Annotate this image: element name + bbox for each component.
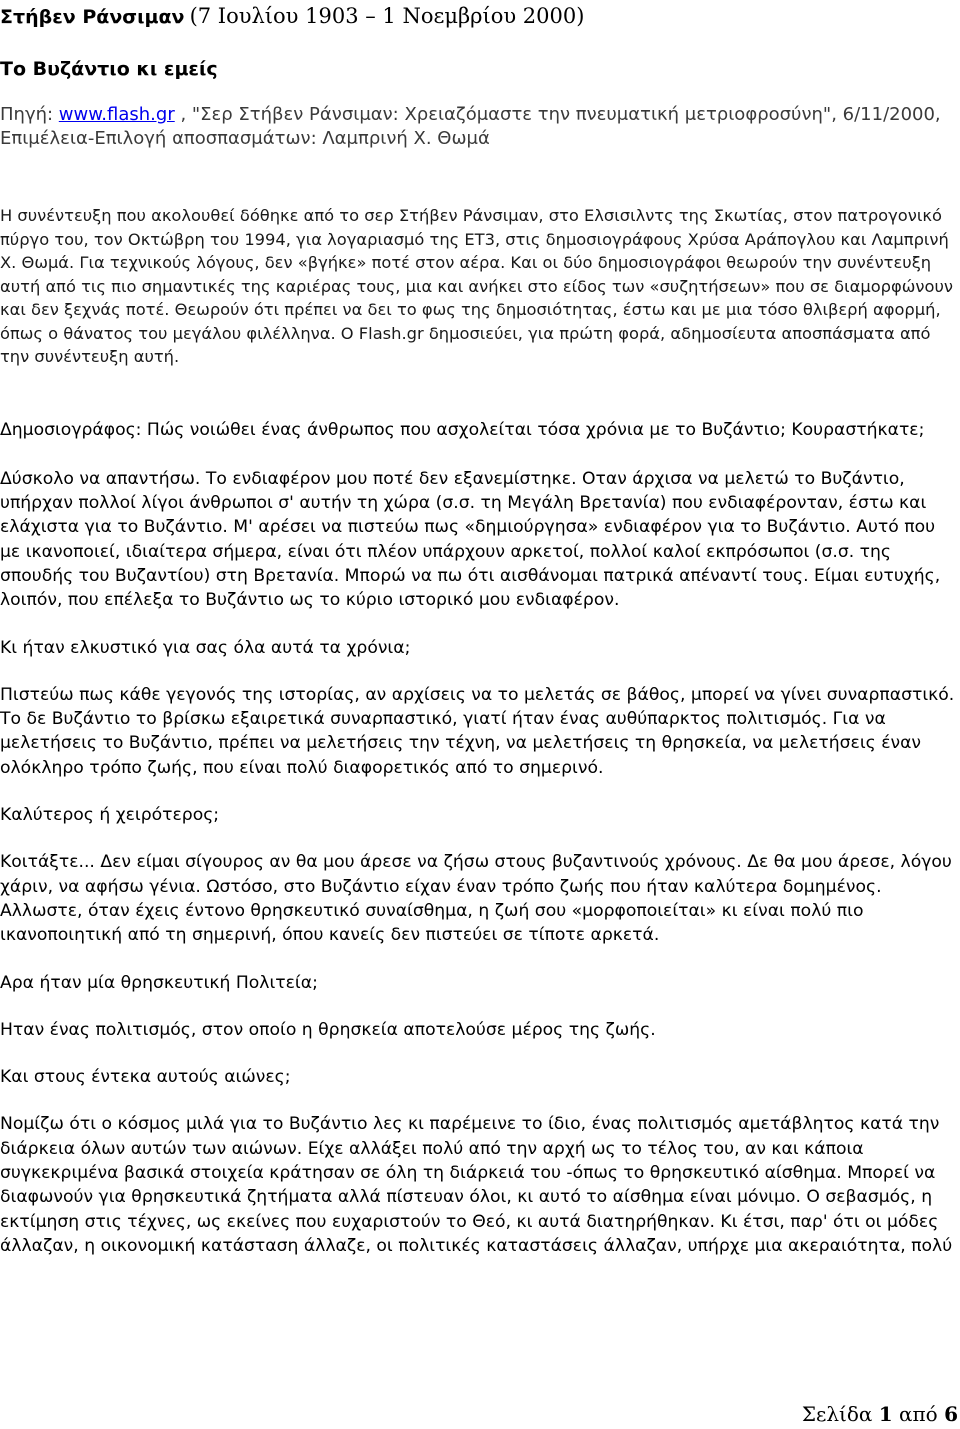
answer-paragraph: Πιστεύω πως κάθε γεγονός της ιστορίας, αν αρχίσεις να το μελετάς σε βάθος, μπορεί να γίνει συναρπαστικό. Το δε Βυζάντιο το βρίσκω εξαιρετικά συναρπαστικό, γιατί ήταν ένας αυθύπαρκτος πολιτισμός. Για να μελετήσεις το Βυζάντιο, πρέπει να μελετήσεις την τέχνη, να μελετήσεις τη θρησκεία, να μελετήσεις έναν ολόκληρο τρόπο ζωής, που είναι πολύ διαφορετικός από το σημερινό. bbox=[0, 684, 955, 778]
document-title bbox=[0, 4, 584, 28]
title-dates: (7 Ιουλίου 1903 – 1 Νοεμβρίου 2000) bbox=[189, 4, 585, 28]
article-subtitle: Το Βυζάντιο κι εμείς bbox=[0, 58, 218, 80]
source-line bbox=[0, 103, 955, 151]
footer-of-word: από bbox=[892, 1402, 945, 1426]
question-paragraph: Δημοσιογράφος: Πώς νοιώθει ένας άνθρωπος που ασχολείται τόσα χρόνια με το Βυζάντιο; Κουραστήκατε; bbox=[0, 420, 925, 440]
interview-body bbox=[0, 418, 958, 1281]
source-link[interactable]: www.flash.gr bbox=[58, 104, 175, 125]
footer-page-total: 6 bbox=[944, 1402, 958, 1426]
answer-paragraph: Δύσκολο να απαντήσω. Το ενδιαφέρον μου ποτέ δεν εξανεμίστηκε. Οταν άρχισα να μελετώ το Βυζάντιο, υπήρχαν πολλοί λίγοι άνθρωποι σ' αυτήν τη χώρα (σ.σ. τη Μεγάλη Βρετανία) που ενδιαφέρονταν, έστω και ελάχιστα για το Βυζάντιο. Μ' αρέσει να πιστεύω πως «δημιούργησα» ενδιαφέρον για το Βυζάντιο. Αυτό που με ικανοποιεί, ιδιαίτερα σήμερα, είναι ότι πλέον υπάρχουν αρκετοί, πολλοί καλοί εκπρόσωποι (σ.σ. της σπουδής του Βυζαντίου) στη Βρετανία. Μπορώ να πω ότι αισθάνομαι πατρικά απέναντί τους. Είμαι ευτυχής, λοιπόν, που επέλεξα το Βυζάντιο ως το κύριο ιστορικό μου ενδιαφέρον. bbox=[0, 468, 941, 611]
page-footer bbox=[802, 1402, 958, 1426]
question-paragraph: Κι ήταν ελκυστικό για σας όλα αυτά τα χρόνια; bbox=[0, 637, 411, 658]
intro-paragraph: Η συνέντευξη που ακολουθεί δόθηκε από το σερ Στήβεν Ράνσιμαν, στο Ελσισιλντς της Σκωτίας, στον πατρογονικό πύργο του, τον Οκτώβρη του 1994, για λογαριασμό της ΕΤ3, στις δημοσιογράφους Χρύσα Αράπογλου και Λαμπρινή Χ. Θωμά. Για τεχνικούς λόγους, δεν «βγήκε» ποτέ στον αέρα. Και οι δύο δημοσιογράφοι θεωρούν την συνέντευξη αυτή από τις πιο σημαντικές της καριέρας τους, μια και ανήκει στο είδος των «συζητήσεων» που σε διαμορφώνουν και δεν ξεχνάς ποτέ. Θεωρούν ότι πρέπει να δει το φως της δημοσιότητας, έστω και με μια τόσο θλιβερή αφορμή, όπως ο θάνατος του μεγάλου φιλέλληνα. Ο Flash.gr δημοσιεύει, για πρώτη φορά, αδημοσίευτα αποσπάσματα από την συνέντευξη αυτή. bbox=[0, 206, 953, 366]
answer-paragraph: Ηταν ένας πολιτισμός, στον οποίο η θρησκεία αποτελούσε μέρος της ζωής. bbox=[0, 1019, 656, 1040]
question-paragraph: Και στους έντεκα αυτούς αιώνες; bbox=[0, 1067, 291, 1088]
question-paragraph: Καλύτερος ή χειρότερος; bbox=[0, 805, 220, 826]
source-rest: , "Σερ Στήβεν Ράνσιμαν: Χρειαζόμαστε την πνευματική μετριοφροσύνη", 6/11/2000, Επιμέλεια-Επιλογή αποσπασμάτων: Λαμπρινή Χ. Θωμά bbox=[0, 104, 941, 149]
footer-page-word: Σελίδα bbox=[801, 1402, 879, 1426]
answer-paragraph: Κοιτάξτε... Δεν είμαι σίγουρος αν θα μου άρεσε να ζήσω στους βυζαντινούς χρόνους. Δε θα μου άρεσε, λόγου χάριν, να αφήσω γένια. Ωστόσο, στο Βυζάντιο είχαν έναν τρόπο ζωής που ήταν καλύτερα δομημένος. Αλλωστε, όταν έχεις έντονο θρησκευτικό συναίσθημα, η ζωή σου «μορφοποιείται» κι είναι πολύ πιο ικανοποιητική από τη σημερινή, όπου κανείς δεν πιστεύει σε τίποτε αρκετά. bbox=[0, 852, 952, 946]
source-prefix: Πηγή: bbox=[0, 104, 59, 125]
footer-page-number: 1 bbox=[878, 1402, 893, 1426]
title-name: Στήβεν Ράνσιμαν bbox=[0, 6, 185, 28]
answer-paragraph: Νομίζω ότι ο κόσμος μιλά για το Βυζάντιο λες κι παρέμεινε το ίδιο, ένας πολιτισμός αμετάβλητος κατά την διάρκεια όλων αυτών των αιώνων. Είχε αλλάξει πολύ από την αρχή ως το τέλος του, αν και κάποια συγκεκριμένα βασικά στοιχεία κράτησαν σε όλη τη διάρκειά του -όπως το θρησκευτικό αίσθημα. Μπορεί να διαφωνούν για θρησκευτικά ζητήματα αλλά πίστευαν όλοι, κι αυτό το αίσθημα είναι μόνιμο. Ο σεβασμός, η εκτίμηση στις τέχνες, ως εκείνες που ευχαριστούν το Θεό, κι αυτά διατηρήθηκαν. Κι έτσι, παρ' ότι οι μόδες άλλαζαν, η οικονομική κατάσταση άλλαζε, οι πολιτικές καταστάσεις άλλαζαν, υπήρχε μια ακεραιότητα, πολύ bbox=[0, 1114, 953, 1256]
question-paragraph: Αρα ήταν μία θρησκευτική Πολιτεία; bbox=[0, 972, 318, 993]
